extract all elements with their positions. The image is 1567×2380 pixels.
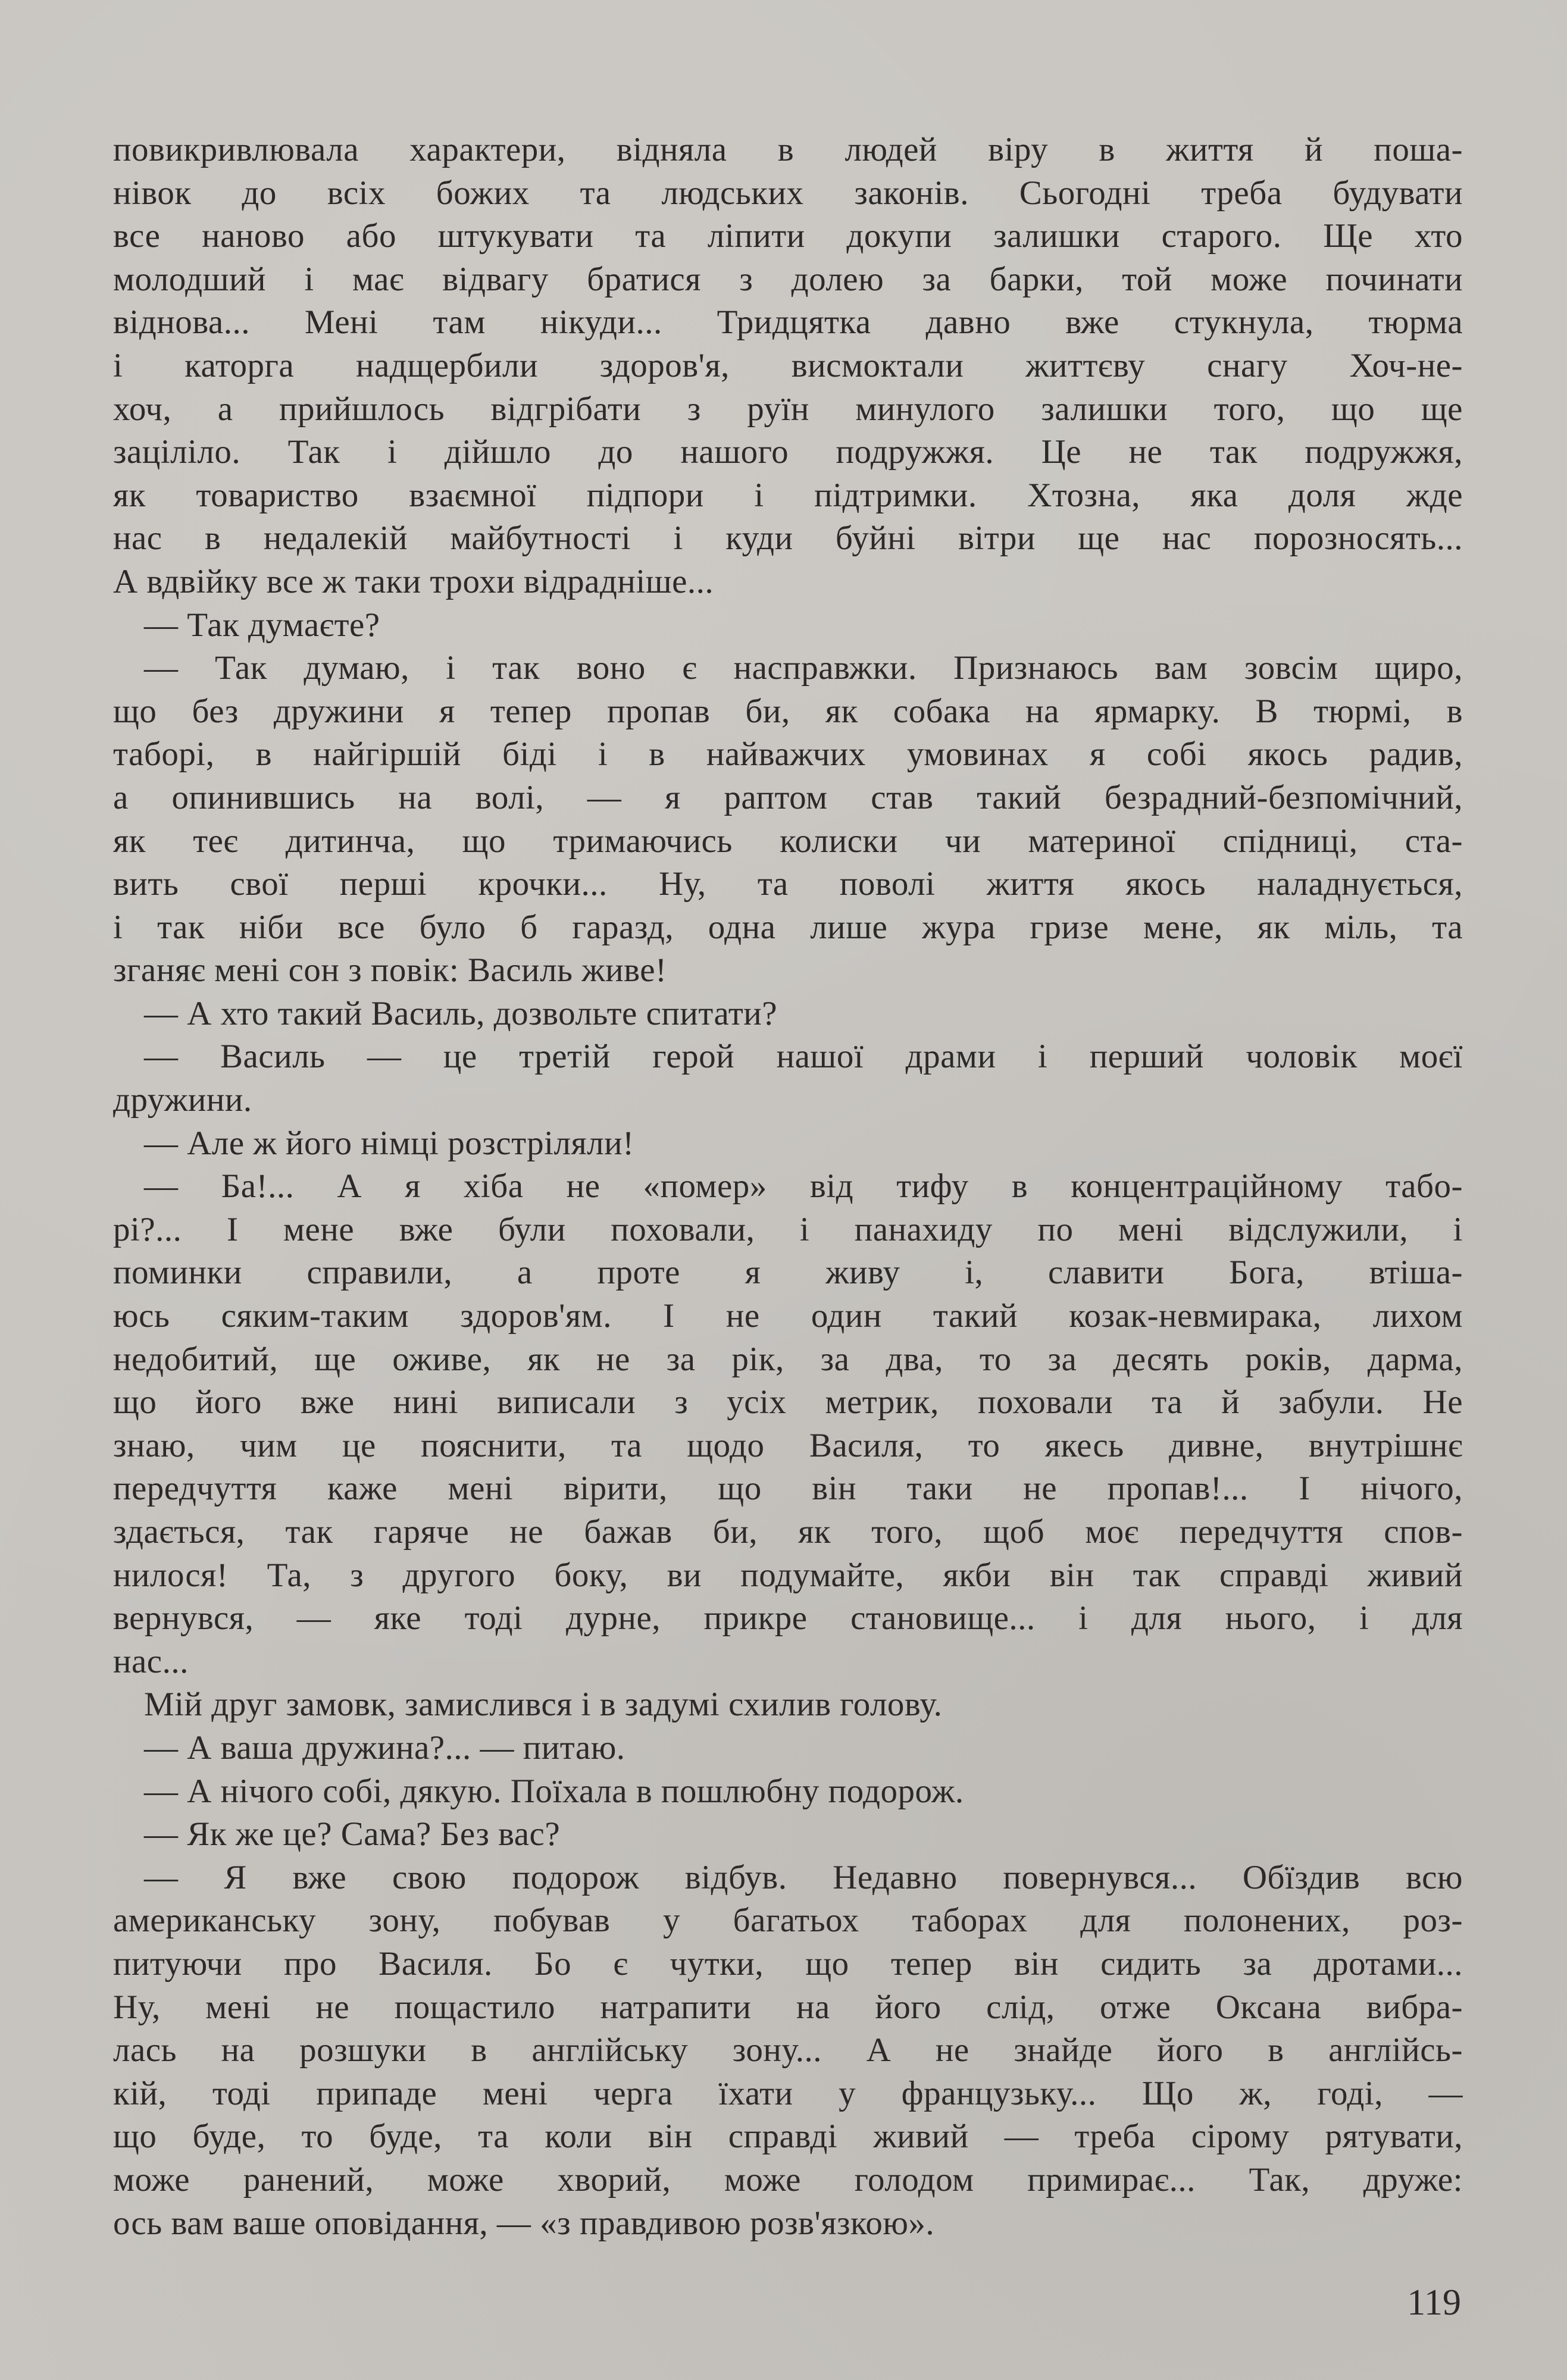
- text-line: що буде, то буде, та коли він справді живий — треба сірому рятувати,: [113, 2118, 1463, 2156]
- text-line: як товариство взаємної підпори і підтримки. Хтозна, яка доля жде: [113, 476, 1463, 514]
- text-line: що його вже нині виписали з усіх метрик, поховали та й забули. Не: [113, 1383, 1463, 1421]
- text-line: — Як же це? Сама? Без вас?: [144, 1815, 561, 1853]
- text-line: питуючи про Василя. Бо є чутки, що тепер він сидить за дротами...: [113, 1944, 1463, 1983]
- paragraph: [113, 992, 1463, 1036]
- text-line: молодший і має відвагу братися з долею за барки, той може починати: [113, 260, 1463, 298]
- text-line: хоч, а прийшлось відгрібати з руїн минулого залишки того, що ще: [113, 390, 1463, 428]
- text-line: повикривлювала характери, відняла в людей віру в життя й поша-: [113, 131, 1463, 168]
- text-line: Мій друг замовк, замислився і в задумі схилив голову.: [144, 1686, 943, 1724]
- text-line: — А ваша дружина?... — питаю.: [144, 1728, 625, 1767]
- text-line: все наново або штукувати та ліпити докупи залишки старого. Ще хто: [113, 217, 1463, 255]
- paragraph: [113, 1165, 1463, 1683]
- text-line: — Василь — це третій герой нашої драми і перший чоловік моєї: [144, 1038, 1463, 1076]
- text-line: нас...: [113, 1642, 189, 1680]
- paragraph: [113, 1856, 1463, 2245]
- text-line: лась на розшуки в англійську зону... А не знайде його в англійсь-: [113, 2031, 1463, 2069]
- text-line: — Але ж його німці розстріляли!: [144, 1124, 634, 1162]
- text-line: дружини.: [113, 1081, 252, 1119]
- text-line: передчуття каже мені вірити, що він таки не пропав!... І нічого,: [113, 1470, 1463, 1508]
- text-line: зганяє мені сон з повік: Василь живе!: [113, 951, 667, 989]
- paragraph: [113, 129, 1463, 604]
- text-line: недобитий, ще оживе, як не за рік, за два, то за десять років, дарма,: [113, 1340, 1463, 1378]
- text-line: — А хто такий Василь, дозвольте спитати?: [144, 994, 778, 1032]
- text-line: здається, так гаряче не бажав би, як того, щоб моє передчуття спов-: [113, 1513, 1463, 1551]
- text-line: таборі, в найгіршій біді і в найважчих умовинах я собі якось радив,: [113, 735, 1463, 774]
- paragraph: [113, 604, 1463, 647]
- text-line: — А нічого собі, дякую. Поїхала в пошлюбну подорож.: [144, 1772, 964, 1810]
- text-line: поминки справили, а проте я живу і, славити Бога, втіша-: [113, 1254, 1463, 1292]
- text-line: американську зону, побував у багатьох таборах для полонених, роз-: [113, 1902, 1463, 1940]
- text-line: знаю, чим це пояснити, та щодо Василя, то якесь дивне, внутрішнє: [113, 1426, 1463, 1464]
- text-line: а опинившись на волі, — я раптом став такий безрадний-безпомічний,: [113, 778, 1463, 816]
- text-line: — Так думаєте?: [144, 606, 380, 644]
- text-line: віднова... Мені там нікуди... Тридцятка давно вже стукнула, тюрма: [113, 303, 1463, 342]
- text-line: — Я вже свою подорож відбув. Недавно повернувся... Обїздив всю: [144, 1858, 1463, 1896]
- text-line: Ну, мені не пощастило натрапити на його слід, отже Оксана вибра-: [113, 1988, 1463, 2026]
- text-line: і каторга надщербили здоров'я, висмоктали життєву снагу Хоч-не-: [113, 346, 1463, 384]
- paragraph: [113, 1770, 1463, 1814]
- paragraph: [113, 1813, 1463, 1856]
- paragraph: [113, 1683, 1463, 1727]
- text-line: вернувся, — яке тоді дурне, прикре становище... і для нього, і для: [113, 1599, 1463, 1637]
- text-line: кій, тоді припаде мені черга їхати у французьку... Що ж, годі, —: [113, 2074, 1463, 2112]
- paragraph: [113, 647, 1463, 992]
- text-line: що без дружини я тепер пропав би, як собака на ярмарку. В тюрмі, в: [113, 692, 1463, 730]
- text-line: ось вам ваше оповідання, — «з правдивою розв'язкою».: [113, 2204, 935, 2242]
- text-line: може ранений, може хворий, може голодом примирає... Так, друже:: [113, 2160, 1463, 2199]
- text-line: як теє дитинча, що тримаючись колиски чи материної спідниці, ста-: [113, 822, 1463, 860]
- paragraph: [113, 1122, 1463, 1166]
- text-line: заціліло. Так і дійшло до нашого подружжя. Це не так подружжя,: [113, 433, 1463, 471]
- text-line: — Так думаю, і так воно є насправжки. Признаюсь вам зовсім щиро,: [144, 649, 1463, 687]
- page-body-text: [113, 129, 1463, 2245]
- paragraph: [113, 1727, 1463, 1770]
- text-line: і так ніби все було б гаразд, одна лише жура гризе мене, як міль, та: [113, 908, 1463, 946]
- text-line: юсь сяким-таким здоров'ям. І не один такий козак-невмирака, лихом: [113, 1297, 1463, 1335]
- text-line: нилося! Та, з другого боку, ви подумайте, якби він так справді живий: [113, 1556, 1463, 1594]
- page-number: 119: [1407, 2282, 1461, 2323]
- text-line: нас в недалекій майбутності і куди буйні вітри ще нас порозносять...: [113, 519, 1463, 558]
- text-line: рі?... І мене вже були поховали, і панахиду по мені відслужили, і: [113, 1210, 1463, 1248]
- text-line: А вдвійку все ж таки трохи відрадніше...: [113, 562, 714, 600]
- text-line: вить свої перші крочки... Ну, та поволі життя якось наладнується,: [113, 865, 1463, 903]
- text-line: — Ба!... А я хіба не «помер» від тифу в концентраційному табо-: [144, 1167, 1463, 1205]
- text-line: нівок до всіх божих та людських законів. Сьогодні треба будувати: [113, 174, 1463, 212]
- paragraph: [113, 1035, 1463, 1122]
